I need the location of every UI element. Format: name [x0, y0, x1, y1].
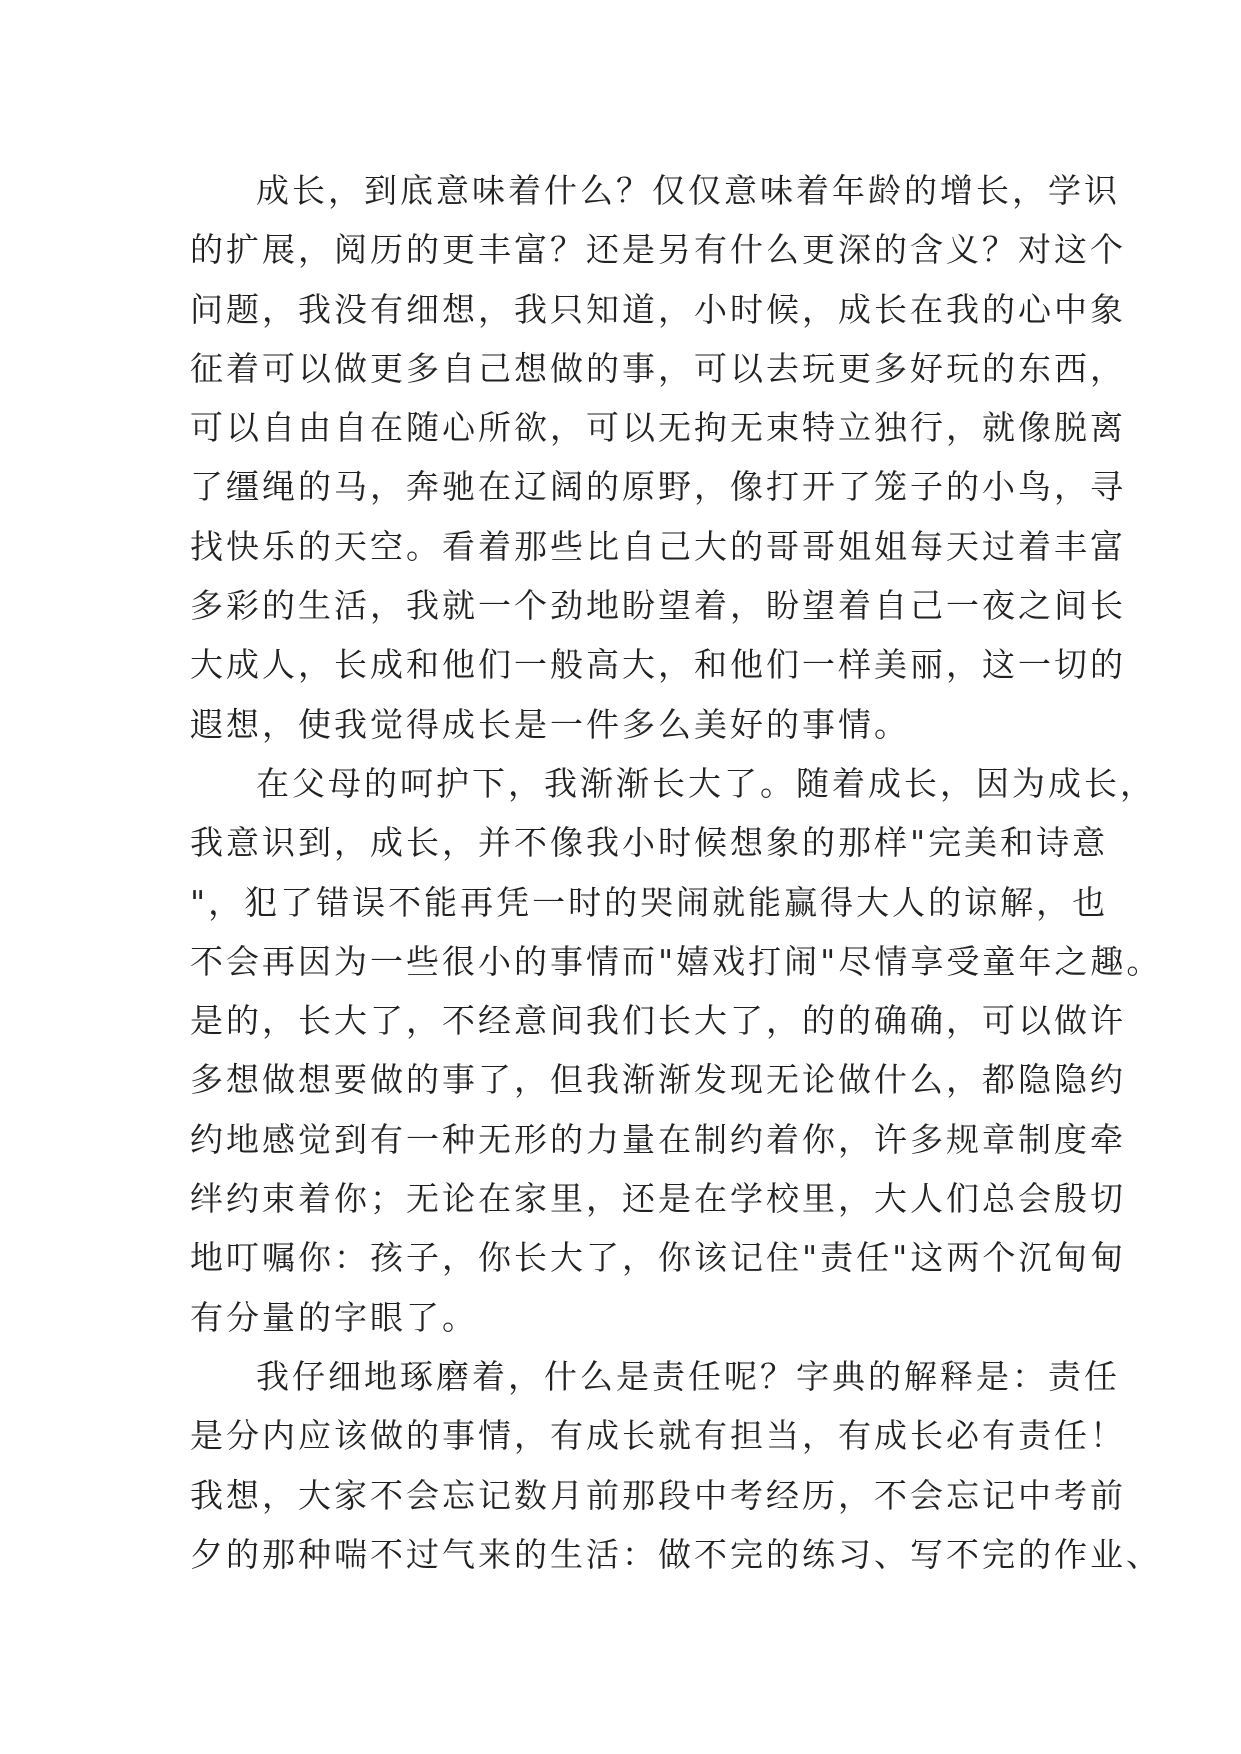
text-line: 可以自由自在随心所欲，可以无拘无束特立独行，就像脱离	[190, 408, 1126, 448]
text-line: 我意识到，成长，并不像我小时候想象的那样"完美和诗意	[190, 823, 1109, 863]
text-line: 多彩的生活，我就一个劲地盼望着，盼望着自己一夜之间长	[190, 586, 1126, 626]
text-line: 我想，大家不会忘记数月前那段中考经历，不会忘记中考前	[190, 1475, 1126, 1515]
text-line: 多想做想要做的事了，但我渐渐发现无论做什么，都隐隐约	[190, 1060, 1126, 1100]
essay-text	[190, 161, 1163, 1584]
text-line: 的扩展，阅历的更丰富？还是另有什么更深的含义？对这个	[190, 230, 1126, 270]
text-line: 地叮嘱你：孩子，你长大了，你该记住"责任"这两个沉甸甸	[190, 1238, 1127, 1278]
text-line: 是分内应该做的事情，有成长就有担当，有成长必有责任！	[190, 1416, 1126, 1456]
text-line: "，犯了错误不能再凭一时的哭闹就能赢得大人的谅解，也	[190, 882, 1109, 922]
text-line: 问题，我没有细想，我只知道，小时候，成长在我的心中象	[190, 289, 1126, 329]
text-line: 在父母的呵护下，我渐渐长大了。随着成长，因为成长，	[256, 763, 1156, 803]
text-line: 不会再因为一些很小的事情而"嬉戏打闹"尽情享受童年之趣。	[190, 941, 1163, 981]
text-line: 绊约束着你；无论在家里，还是在学校里，大人们总会殷切	[190, 1179, 1126, 1219]
text-line: 征着可以做更多自己想做的事，可以去玩更多好玩的东西，	[190, 348, 1126, 388]
text-line: 成长，到底意味着什么？仅仅意味着年龄的增长，学识	[256, 171, 1120, 210]
text-line: 找快乐的天空。看着那些比自己大的哥哥姐姐每天过着丰富	[190, 526, 1126, 566]
text-line: 有分量的字眼了。	[190, 1297, 478, 1337]
text-line: 我仔细地琢磨着，什么是责任呢？字典的解释是：责任	[256, 1356, 1120, 1396]
text-line: 是的，长大了，不经意间我们长大了，的的确确，可以做许	[190, 1001, 1126, 1041]
text-line: 遐想，使我觉得成长是一件多么美好的事情。	[190, 704, 910, 744]
text-line: 了缰绳的马，奔驰在辽阔的原野，像打开了笼子的小鸟，寻	[190, 467, 1126, 507]
text-line: 约地感觉到有一种无形的力量在制约着你，许多规章制度牵	[190, 1119, 1126, 1159]
text-line: 大成人，长成和他们一般高大，和他们一样美丽，这一切的	[190, 645, 1126, 685]
text-line: 夕的那种喘不过气来的生活：做不完的练习、写不完的作业、	[190, 1534, 1162, 1574]
